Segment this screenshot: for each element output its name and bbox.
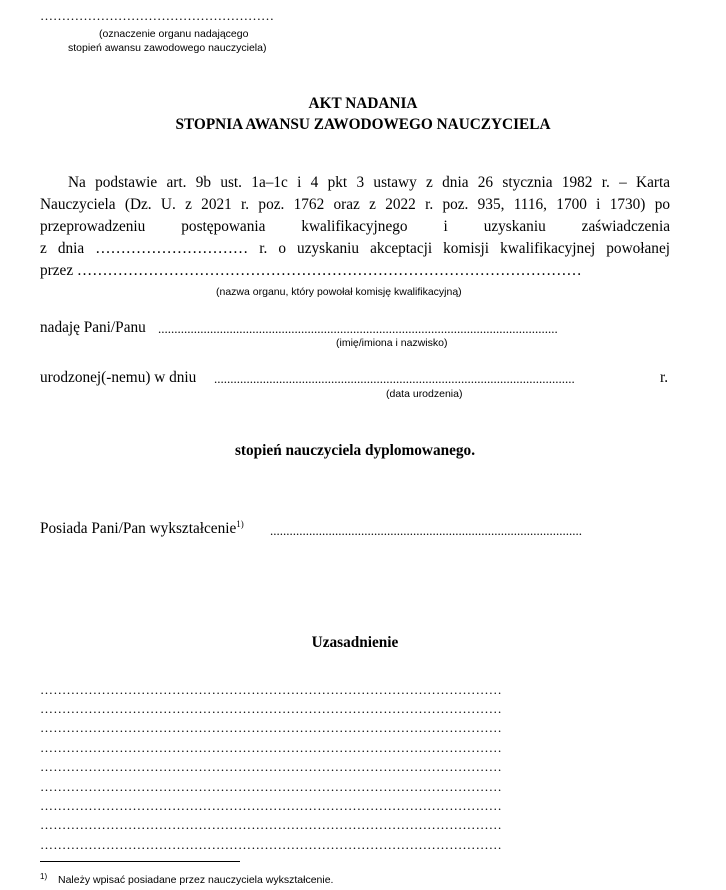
footnote-text: Należy wpisać posiadane przez nauczyciela wykształcenie. — [58, 874, 334, 886]
footnote-marker: 1) — [40, 872, 48, 881]
paragraph-line-5: przez ……………………………………………………………………………………… — [40, 262, 582, 279]
issuing-authority-dots: ……………………………………………… — [40, 8, 274, 23]
justification-line: …………………………………………………………………………………………… — [40, 837, 502, 852]
birth-suffix: r. — [660, 369, 669, 386]
justification-line: …………………………………………………………………………………………… — [40, 720, 502, 735]
justification-heading: Uzasadnienie — [311, 634, 399, 651]
paragraph-line-3: przeprowadzeniu postępowania kwalifikacyjnego i uzyskaniu zaświadczenia — [40, 218, 670, 235]
issuing-authority-caption-line1: (oznaczenie organu nadającego — [99, 28, 249, 40]
justification-line: …………………………………………………………………………………………… — [40, 779, 502, 794]
education-label-text: Posiada Pani/Pan wykształcenie — [40, 520, 237, 538]
justification-line: …………………………………………………………………………………………… — [40, 759, 502, 774]
justification-line: …………………………………………………………………………………………… — [40, 682, 502, 697]
grant-label: nadaję Pani/Panu — [40, 319, 146, 336]
document-title-line1: AKT NADANIA — [308, 95, 418, 112]
granted-degree: stopień nauczyciela dyplomowanego. — [234, 442, 476, 459]
document-title-line2: STOPNIA AWANSU ZAWODOWEGO NAUCZYCIELA — [175, 116, 551, 133]
commission-authority-caption: (nazwa organu, który powołał komisję kwalifikacyjną) — [216, 286, 462, 298]
justification-line: …………………………………………………………………………………………… — [40, 740, 502, 755]
issuing-authority-caption-line2: stopień awansu zawodowego nauczyciela) — [68, 42, 267, 54]
justification-line: …………………………………………………………………………………………… — [40, 798, 502, 813]
justification-line: …………………………………………………………………………………………… — [40, 817, 502, 832]
paragraph-line-1: Na podstawie art. 9b ust. 1a–1c i 4 pkt 3 ustawy z dnia 26 stycznia 1982 r. – Karta — [68, 174, 670, 191]
birth-date-dots: ............................................................................................................... — [214, 371, 575, 386]
footnote-divider — [40, 861, 240, 862]
grant-name-caption: (imię/imiona i nazwisko) — [336, 337, 448, 349]
footnote-reference: 1) — [236, 519, 244, 529]
birth-label: urodzonej(-nemu) w dniu — [40, 369, 197, 386]
education-dots: ................................................................................................ — [270, 523, 582, 538]
education-label — [40, 519, 244, 538]
paragraph-line-4: z dnia ………………………… r. o uzyskaniu akceptacji komisji kwalifikacyjnej powołanej — [40, 240, 670, 257]
grant-name-dots: ........................................................................................................................... — [158, 321, 558, 336]
birth-date-caption: (data urodzenia) — [386, 388, 463, 400]
paragraph-line-2: Nauczyciela (Dz. U. z 2021 r. poz. 1762 oraz z 2022 r. poz. 935, 1116, 1700 i 1730) po — [40, 196, 670, 213]
justification-line: …………………………………………………………………………………………… — [40, 701, 502, 716]
